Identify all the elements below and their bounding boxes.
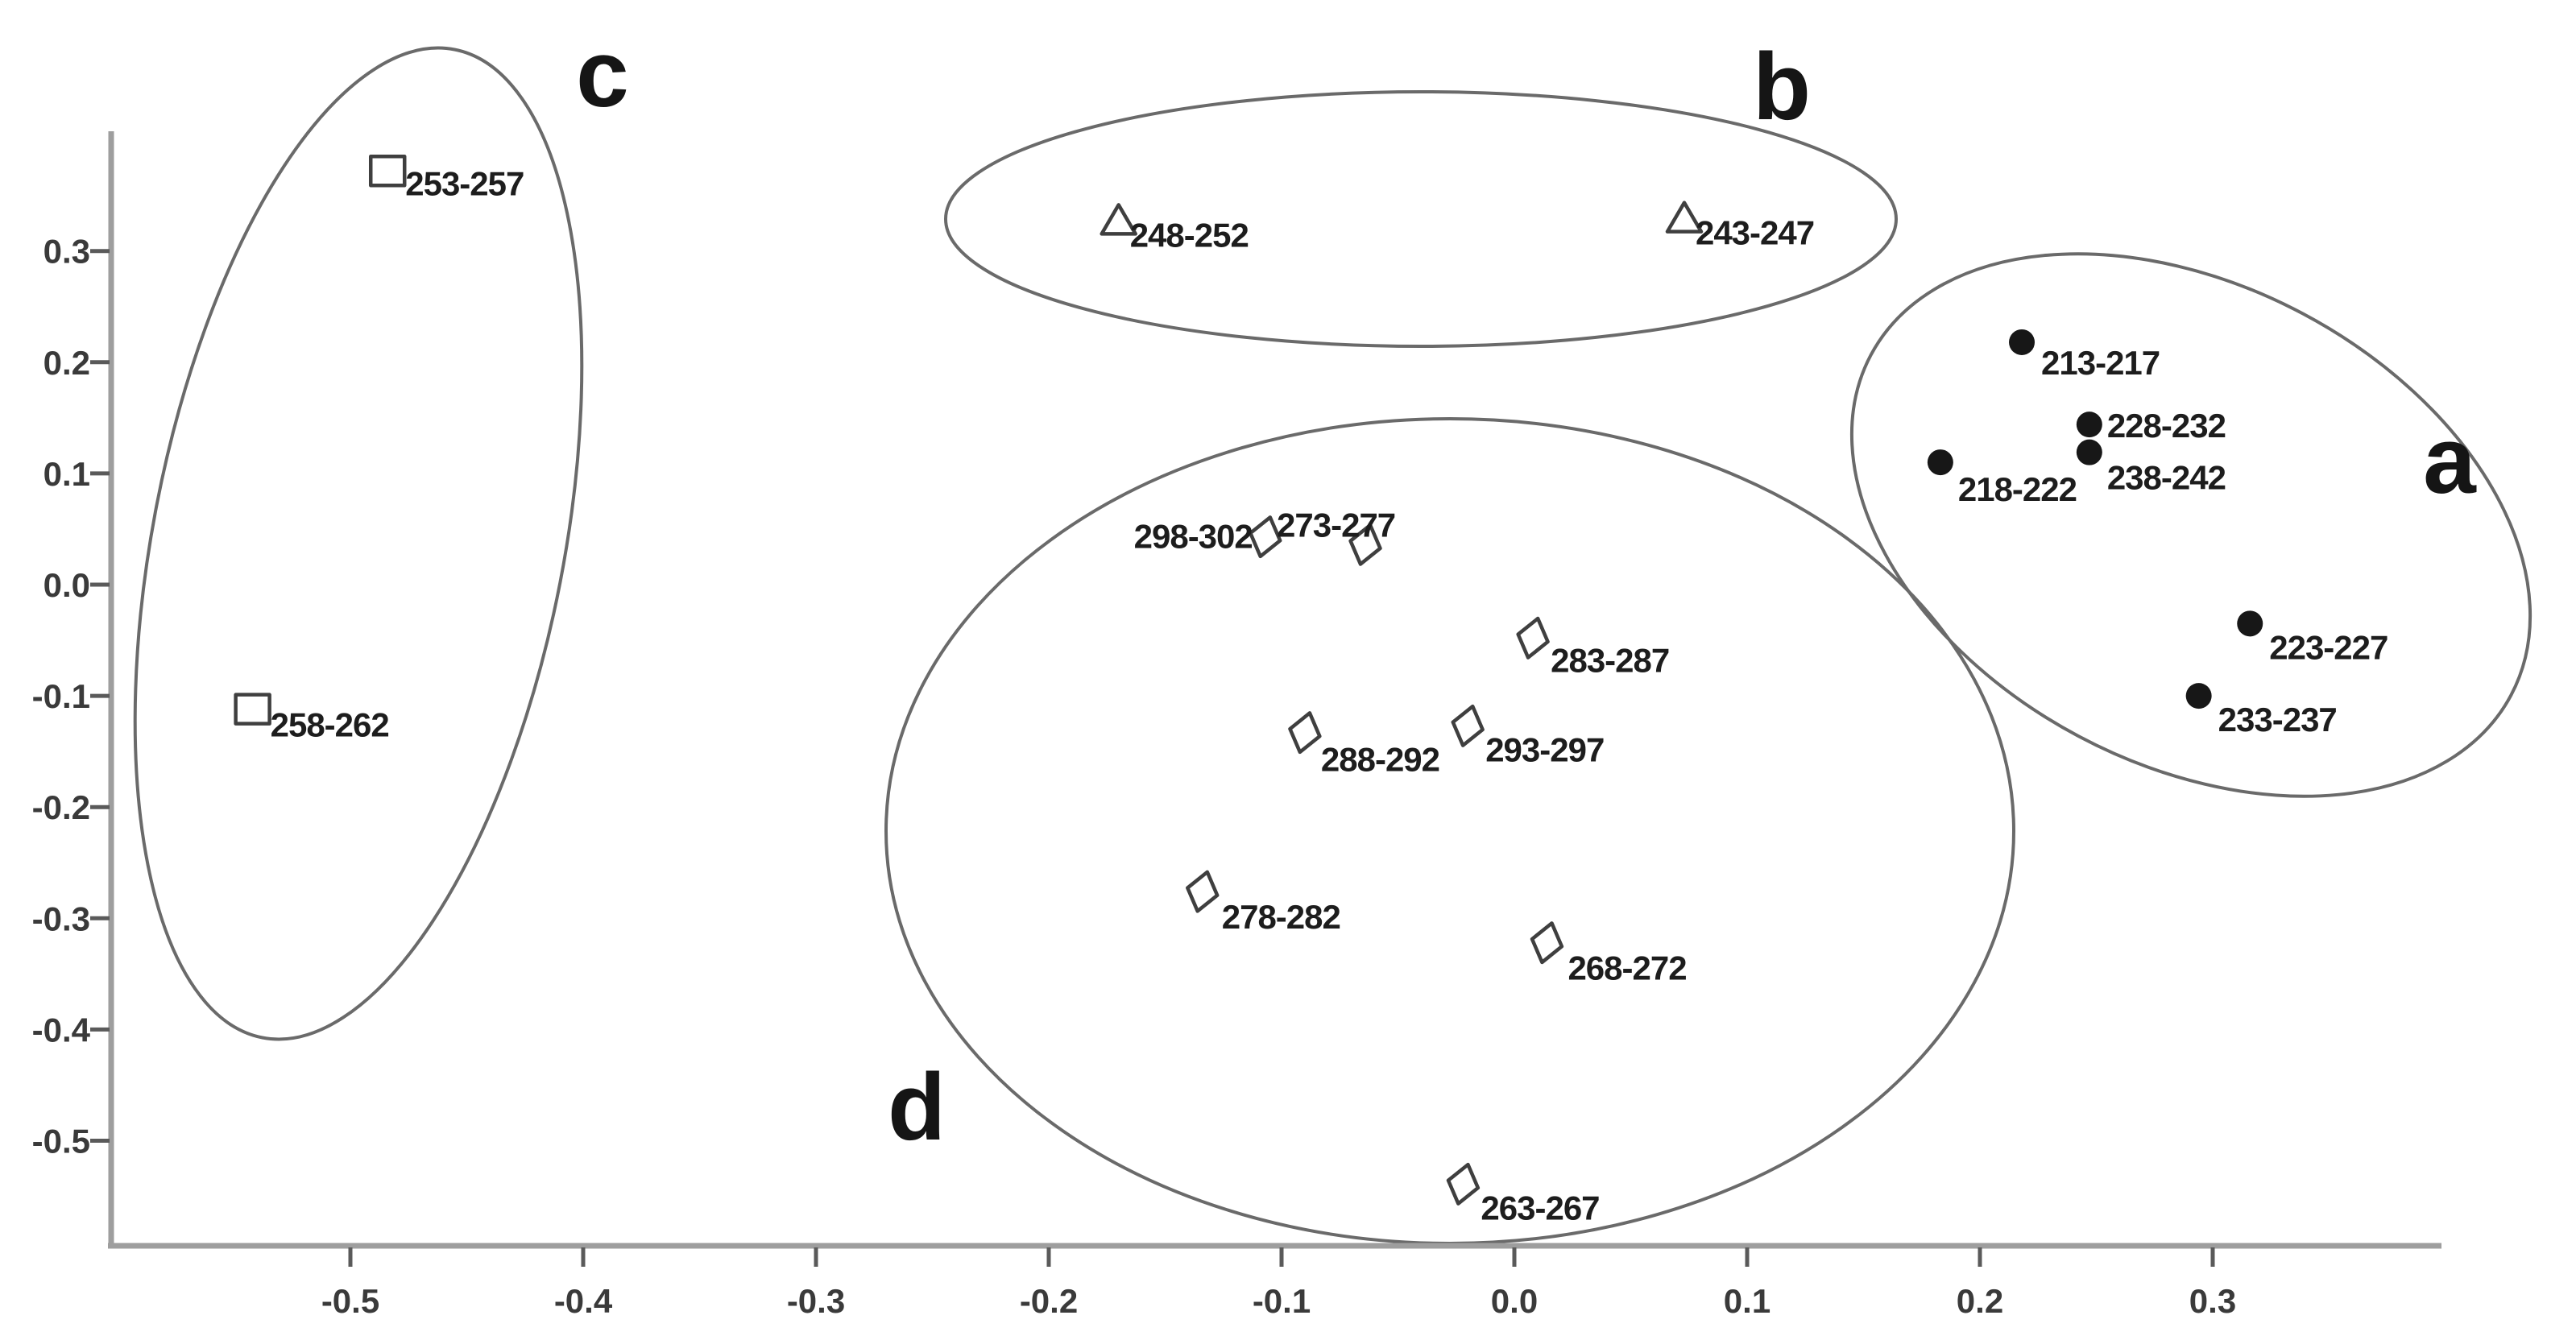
point-label-243-247: 243-247 bbox=[1695, 213, 1815, 252]
point-label-258-262: 258-262 bbox=[270, 705, 389, 744]
y-axis-tick-label: -0.5 bbox=[31, 1122, 90, 1160]
filled-circle-marker-223-227 bbox=[2237, 610, 2263, 636]
y-axis-tick-label: 0.3 bbox=[43, 232, 90, 271]
y-axis-tick-label: 0.0 bbox=[43, 566, 90, 604]
point-label-248-252: 248-252 bbox=[1129, 216, 1249, 254]
point-label-213-217: 213-217 bbox=[2041, 343, 2160, 382]
y-axis-tick-label: -0.4 bbox=[31, 1011, 90, 1049]
y-axis-tick-label: -0.3 bbox=[31, 900, 90, 938]
point-label-288-292: 288-292 bbox=[1320, 740, 1440, 779]
open-diamond-marker-268-272 bbox=[1527, 920, 1567, 966]
cluster-letter-b: b bbox=[1752, 34, 1812, 140]
filled-circle-marker-218-222 bbox=[1928, 449, 1953, 475]
y-axis-tick-label: -0.2 bbox=[31, 788, 90, 827]
x-axis-tick-label: 0.2 bbox=[1956, 1282, 2004, 1320]
open-diamond-marker-283-287 bbox=[1514, 614, 1553, 661]
filled-circle-marker-228-232 bbox=[2077, 412, 2102, 437]
open-diamond-marker-278-282 bbox=[1182, 868, 1222, 915]
x-axis-tick-label: -0.3 bbox=[786, 1282, 846, 1320]
point-label-263-267: 263-267 bbox=[1481, 1189, 1600, 1227]
points-layer bbox=[236, 156, 2388, 1226]
cluster-letters-layer bbox=[576, 21, 2477, 1160]
filled-circle-marker-233-237 bbox=[2186, 683, 2212, 709]
point-label-273-277: 273-277 bbox=[1277, 506, 1396, 544]
cluster-letter-d: d bbox=[887, 1054, 946, 1160]
open-square-marker-258-262 bbox=[236, 695, 270, 724]
point-label-238-242: 238-242 bbox=[2106, 458, 2226, 497]
y-axis-tick-label: 0.1 bbox=[43, 454, 90, 493]
point-label-278-282: 278-282 bbox=[1221, 898, 1340, 937]
point-label-228-232: 228-232 bbox=[2106, 407, 2226, 445]
point-label-283-287: 283-287 bbox=[1551, 641, 1670, 680]
x-axis-tick-label: 0.0 bbox=[1490, 1282, 1539, 1320]
open-diamond-marker-288-292 bbox=[1285, 709, 1324, 756]
x-axis-tick-label: -0.2 bbox=[1019, 1282, 1079, 1320]
point-label-298-302: 298-302 bbox=[1133, 517, 1253, 556]
filled-circle-marker-238-242 bbox=[2077, 440, 2102, 465]
filled-circle-marker-213-217 bbox=[2009, 329, 2035, 355]
point-label-293-297: 293-297 bbox=[1485, 730, 1605, 769]
cluster-letter-c: c bbox=[576, 21, 629, 127]
y-axis-tick-label: 0.2 bbox=[43, 343, 90, 382]
x-axis-tick-label: 0.1 bbox=[1723, 1282, 1771, 1320]
axes-layer bbox=[32, 131, 2441, 1320]
point-label-268-272: 268-272 bbox=[1568, 949, 1687, 987]
x-axis-tick-label: -0.1 bbox=[1252, 1282, 1311, 1320]
point-label-218-222: 218-222 bbox=[1957, 470, 2077, 509]
x-axis-tick-label: 0.3 bbox=[2189, 1282, 2237, 1320]
point-label-223-227: 223-227 bbox=[2269, 628, 2388, 667]
point-label-233-237: 233-237 bbox=[2218, 701, 2337, 739]
cluster-ellipse-d bbox=[886, 419, 2014, 1243]
open-square-marker-253-257 bbox=[371, 156, 404, 185]
cluster-ellipse-c bbox=[60, 10, 656, 1077]
y-axis-tick-label: -0.1 bbox=[31, 677, 90, 716]
x-axis-tick-label: -0.4 bbox=[553, 1282, 613, 1320]
cluster-ellipse-a bbox=[1758, 144, 2576, 907]
open-diamond-marker-263-267 bbox=[1443, 1161, 1483, 1208]
point-label-253-257: 253-257 bbox=[405, 164, 524, 203]
x-axis-tick-label: -0.5 bbox=[321, 1282, 380, 1320]
open-diamond-marker-293-297 bbox=[1448, 703, 1488, 750]
cluster-letter-a: a bbox=[2423, 407, 2476, 514]
